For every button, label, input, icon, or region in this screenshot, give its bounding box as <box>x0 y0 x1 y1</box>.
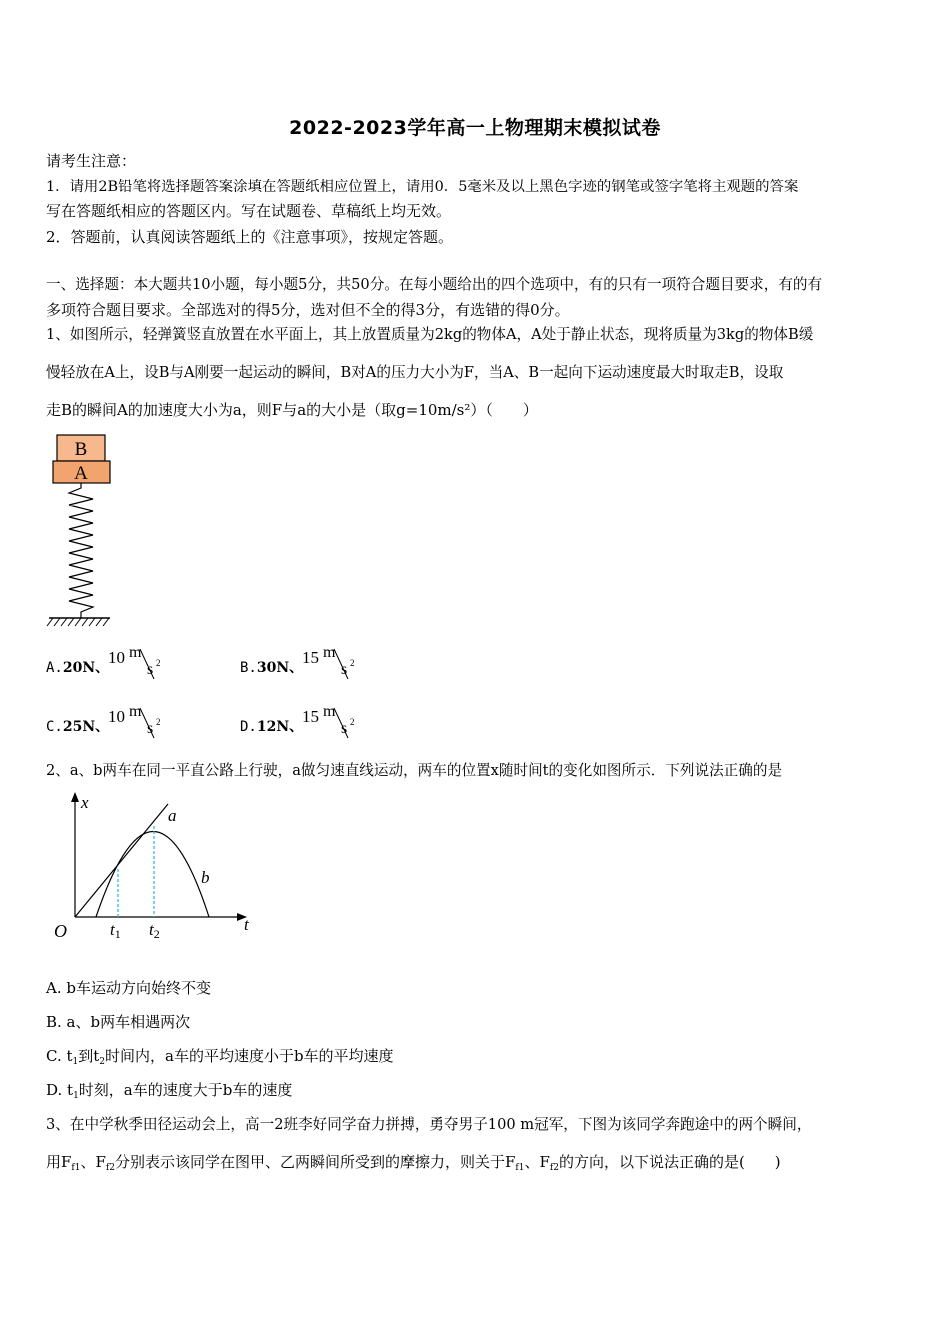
x-axis-label: t <box>244 915 249 934</box>
ground-hatch <box>47 618 109 626</box>
curve-b <box>96 832 209 918</box>
q3-stem-line-1: 3、在中学秋季田径运动会上，高一2班李好同学奋力拼搏，勇夺男子100 m冠军，下图为该同学奔跑途中的两个瞬间， <box>46 1116 812 1133</box>
q1-option-d[interactable]: D.12N、 <box>240 719 304 735</box>
t2-label: t2 <box>149 920 160 941</box>
q2-xt-graph <box>46 786 266 946</box>
block-b-label: B <box>74 439 88 460</box>
q1-option-a-acceleration: 10 m s 2 <box>108 644 161 678</box>
q1-option-b[interactable]: B.30N、 <box>240 660 304 676</box>
q2-option-c[interactable]: C. $t_1$到$t_2$时间内，a车的平均速度小于b车的平均速度 <box>46 1047 394 1067</box>
curve-b-label: b <box>201 868 210 887</box>
section1-line-1: 一、选择题：本大题共10小题，每小题5分，共50分。在每小题给出的四个选项中，有的只有一项符合题目要求，有的有 <box>46 276 823 293</box>
spring <box>69 483 93 618</box>
q2-stem: 2、a、b两车在同一平直公路上行驶，a做匀速直线运动，两车的位置x随时间t的变化如图所示．下列说法正确的是 <box>46 762 783 779</box>
line-a <box>75 804 168 917</box>
q1-option-d-acceleration: 15 m s 2 <box>302 703 355 737</box>
notice-line-2: 2．答题前，认真阅读答题纸上的《注意事项》，按规定答题。 <box>46 228 454 246</box>
notice-line-1b: 写在答题纸相应的答题区内。写在试题卷、草稿纸上均无效。 <box>46 202 452 220</box>
origin-label: O <box>54 921 67 941</box>
q2-option-b[interactable]: B. a、b两车相遇两次 <box>46 1013 191 1031</box>
page-title: 2022-2023学年高一上物理期末模拟试卷 <box>289 117 661 139</box>
notice-line-1a: 1．请用2B铅笔将选择题答案涂填在答题纸相应位置上，请用0．5毫米及以上黑色字迹的钢笔或签字笔将主观题的答案 <box>46 179 799 195</box>
spring-figure <box>44 432 116 632</box>
q1-option-c[interactable]: C.25N、 <box>46 719 110 735</box>
block-a-label: A <box>74 463 88 484</box>
q2-option-a[interactable]: A. b车运动方向始终不变 <box>46 979 211 997</box>
q1-stem-line-2: 慢轻放在A上，设B与A刚要一起运动的瞬间，B对A的压力大小为F，当A、B一起向下运动速度最大时取走B，设取 <box>46 364 784 381</box>
q2-option-d[interactable]: D. $t_1$时刻，a车的速度大于b车的速度 <box>46 1081 293 1101</box>
t1-label: t1 <box>110 920 121 941</box>
q3-stem-line-2: 用$F_{f1}$、$F_{f2}$分别表示该同学在图甲、乙两瞬间所受到的摩擦力，则关于$F_{f1}$、$F_{f2}$的方向，以下说法正确的是( ) <box>46 1153 781 1173</box>
q1-option-c-acceleration: 10 m s 2 <box>108 703 161 737</box>
notice-heading: 请考生注意： <box>46 152 137 170</box>
q1-option-b-acceleration: 15 m s 2 <box>302 644 355 678</box>
y-axis-arrow-icon <box>71 792 79 802</box>
y-axis-label: x <box>81 793 89 812</box>
q1-option-a[interactable]: A.20N、 <box>46 660 110 676</box>
q1-stem-line-1: 1、如图所示，轻弹簧竖直放置在水平面上，其上放置质量为2kg的物体A，A处于静止状态，现将质量为3kg的物体B缓 <box>46 326 814 343</box>
line-a-label: a <box>168 806 177 825</box>
section1-line-2: 多项符合题目要求。全部选对的得5分，选对但不全的得3分，有选错的得0分。 <box>46 301 570 319</box>
q1-stem-line-3: 走B的瞬间A的加速度大小为a，则F与a的大小是（取g=10m/s²）（ ） <box>46 401 538 419</box>
